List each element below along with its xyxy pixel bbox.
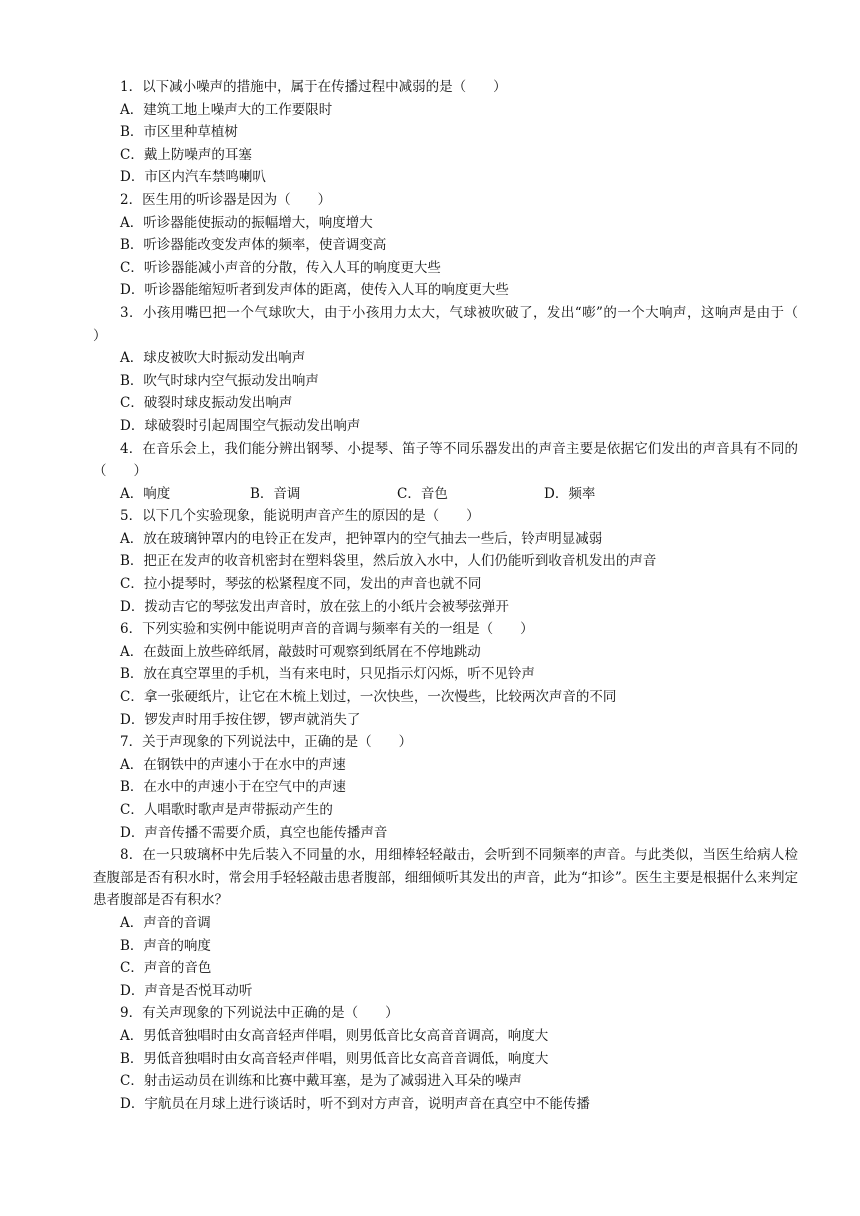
question-8-stem: 8．在一只玻璃杯中先后装入不同量的水，用细棒轻轻敲击，会听到不同频率的声音。与此类似，当医生给病人检查腹部是否有积水时，常会用手轻轻敲击患者腹部，细细倾听其发出的声音，此为“扣诊”。医生主要是根据什么来判定患者腹部是否有积水？ (93, 847, 798, 909)
question-1-stem: 1．以下减小噪声的措施中，属于在传播过程中减弱的是（ ） (120, 79, 507, 95)
question-3-option-d: D．球破裂时引起周围空气振动发出响声 (120, 417, 361, 434)
question-6-option-c: C．拿一张硬纸片，让它在木梳上划过，一次快些，一次慢些，比较两次声音的不同 (120, 689, 617, 706)
question-2-option-a: A．听诊器能使振动的振幅增大，响度增大 (120, 214, 373, 231)
question-9-stem: 9．有关声现象的下列说法中正确的是（ ） (120, 1005, 399, 1022)
question-5-option-b: B．把正在发声的收音机密封在塑料袋里，然后放入水中，人们仍能听到收音机发出的声音 (120, 553, 657, 570)
question-4-option-a: A．响度 (120, 485, 171, 502)
question-1-option-c: C．戴上防噪声的耳塞 (120, 146, 252, 163)
question-6-option-d: D．锣发声时用手按住锣，锣声就消失了 (120, 711, 361, 728)
question-4-option-d: D．频率 (544, 485, 596, 502)
question-7-option-c: C．人唱歌时歌声是声带振动产生的 (120, 802, 333, 818)
question-8-option-a: A．声音的音调 (120, 914, 211, 931)
question-1-option-a: A．建筑工地上噪声大的工作要限时 (120, 101, 333, 118)
worksheet (93, 76, 825, 1115)
question-5-option-d: D．拨动吉它的琴弦发出声音时，放在弦上的小纸片会被琴弦弹开 (120, 598, 509, 615)
question-6-stem: 6．下列实验和实例中能说明声音的音调与频率有关的一组是（ ） (120, 621, 534, 638)
question-7-option-d: D．声音传播不需要介质，真空也能传播声音 (120, 824, 388, 841)
question-7-option-a: A．在钢铁中的声速小于在水中的声速 (120, 756, 346, 773)
question-9-option-c: C．射击运动员在训练和比赛中戴耳塞，是为了减弱进入耳朵的噪声 (120, 1073, 522, 1090)
question-8-option-b: B．声音的响度 (120, 937, 211, 954)
question-7-option-b: B．在水中的声速小于在空气中的声速 (120, 779, 346, 796)
question-7-stem: 7．关于声现象的下列说法中，正确的是（ ） (120, 734, 413, 751)
question-8-option-d: D．声音是否悦耳动听 (120, 982, 253, 999)
question-1-option-b: B．市区里种草植树 (120, 124, 238, 141)
question-9-option-a: A．男低音独唱时由女高音轻声伴唱，则男低音比女高音音调高，响度大 (120, 1027, 549, 1044)
question-4-stem: 4．在音乐会上，我们能分辨出钢琴、小提琴、笛子等不同乐器发出的声音主要是依据它们发出的声音具有不同的（ ） (93, 440, 798, 480)
question-4-option-b: B．音调 (250, 485, 301, 502)
question-5-stem: 5．以下几个实验现象，能说明声音产生的原因的是（ ） (120, 508, 480, 525)
question-3-option-a: A．球皮被吹大时振动发出响声 (120, 350, 306, 367)
question-1-option-d: D．市区内汽车禁鸣喇叭 (120, 169, 266, 186)
question-9-option-d: D．宇航员在月球上进行谈话时，听不到对方声音，说明声音在真空中不能传播 (120, 1095, 590, 1112)
question-8-option-c: C．声音的音色 (120, 960, 212, 977)
question-4-options (93, 483, 798, 506)
question-2-option-c: C．听诊器能减小声音的分散，传入人耳的响度更大些 (120, 259, 441, 276)
question-2-stem: 2．医生用的听诊器是因为（ ） (120, 191, 332, 208)
question-3-option-b: B．吹气时球内空气振动发出响声 (120, 372, 319, 389)
question-6-option-a: A．在鼓面上放些碎纸屑，敲鼓时可观察到纸屑在不停地跳动 (120, 643, 481, 660)
question-4-option-c: C．音色 (397, 485, 448, 502)
question-9-option-b: B．男低音独唱时由女高音轻声伴唱，则男低音比女高音音调低，响度大 (120, 1050, 549, 1067)
question-5-option-a: A．放在玻璃钟罩内的电铃正在发声，把钟罩内的空气抽去一些后，铃声明显减弱 (120, 530, 603, 547)
question-3-option-c: C．破裂时球皮振动发出响声 (120, 395, 293, 412)
question-2-option-b: B．听诊器能改变发声体的频率，使音调变高 (120, 237, 387, 254)
question-5-option-c: C．拉小提琴时，琴弦的松紧程度不同，发出的声音也就不同 (120, 576, 482, 593)
question-2-option-d: D．听诊器能缩短听者到发声体的距离，使传入人耳的响度更大些 (120, 282, 509, 299)
question-6-option-b: B．放在真空罩里的手机，当有来电时，只见指示灯闪烁，听不见铃声 (120, 666, 535, 683)
question-3-stem: 3．小孩用嘴巴把一个气球吹大，由于小孩用力太大，气球被吹破了，发出“嘭”的一个大响声，这响声是由于（ ） (93, 304, 825, 344)
